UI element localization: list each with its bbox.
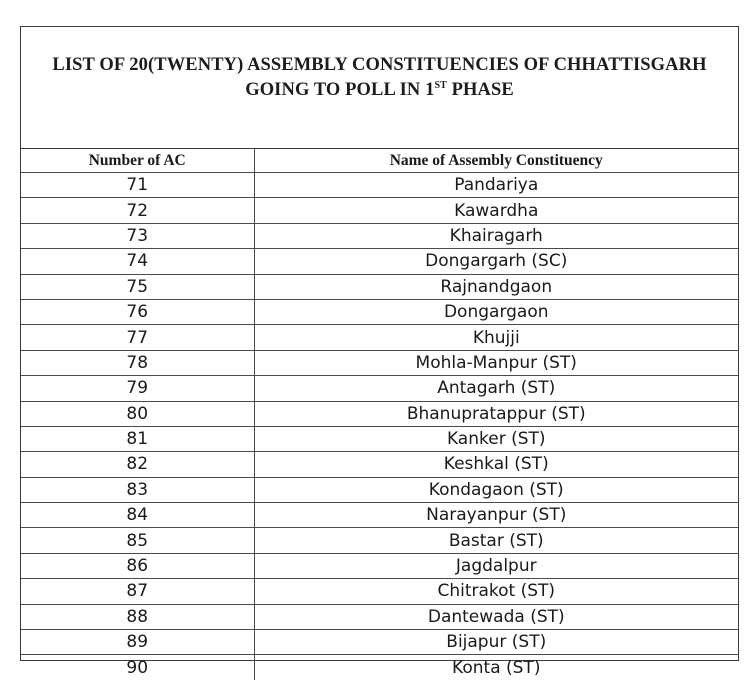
ac-number-cell: 71 [21,173,254,198]
table-row [21,350,738,375]
constituency-name-cell: Khairagarh [254,223,738,248]
ac-number-cell: 74 [21,249,254,274]
table-row [21,553,738,578]
ac-number-cell: 84 [21,503,254,528]
constituency-name-cell: Jagdalpur [254,553,738,578]
table-row [21,376,738,401]
table-row [21,655,738,680]
constituency-name-cell: Dongargaon [254,299,738,324]
ac-number-cell: 75 [21,274,254,299]
constituency-name-cell: Dantewada (ST) [254,604,738,629]
constituency-name-cell: Khujji [254,325,738,350]
ac-number-cell: 77 [21,325,254,350]
constituency-name-cell: Bastar (ST) [254,528,738,553]
ac-number-cell: 72 [21,198,254,223]
ac-number-cell: 90 [21,655,254,680]
ac-number-cell: 76 [21,299,254,324]
ac-number-cell: 81 [21,426,254,451]
ac-number-cell: 85 [21,528,254,553]
title-line-2-suffix: PHASE [446,80,514,100]
table-row [21,325,738,350]
ac-number-cell: 79 [21,376,254,401]
header-number-of-ac: Number of AC [21,149,254,173]
ac-number-cell: 87 [21,579,254,604]
ac-number-cell: 73 [21,223,254,248]
ac-number-cell: 89 [21,630,254,655]
constituency-name-cell: Chitrakot (ST) [254,579,738,604]
constituency-name-cell: Rajnandgaon [254,274,738,299]
table-row [21,604,738,629]
table-row [21,274,738,299]
ac-number-cell: 82 [21,452,254,477]
constituency-name-cell: Kanker (ST) [254,426,738,451]
title-line-2-prefix: GOING TO POLL IN 1 [245,80,435,100]
constituency-name-cell: Keshkal (ST) [254,452,738,477]
document-frame [20,26,739,678]
table-row [21,579,738,604]
constituency-name-cell: Kawardha [254,198,738,223]
ac-number-cell: 88 [21,604,254,629]
ac-number-cell: 78 [21,350,254,375]
ac-number-cell: 86 [21,553,254,578]
constituency-name-cell: Bhanupratappur (ST) [254,401,738,426]
table-row [21,223,738,248]
constituency-name-cell: Mohla-Manpur (ST) [254,350,738,375]
constituency-name-cell: Pandariya [254,173,738,198]
header-row [21,149,738,173]
table-row [21,426,738,451]
table-row [21,528,738,553]
table-row [21,299,738,324]
header-constituency-name: Name of Assembly Constituency [254,149,738,173]
title-line-2 [21,78,738,103]
constituency-name-cell: Narayanpur (ST) [254,503,738,528]
ac-number-cell: 80 [21,401,254,426]
table-body [21,173,738,680]
table-row [21,249,738,274]
table-row [21,630,738,655]
constituency-table [21,149,738,680]
title-line-1: LIST OF 20(TWENTY) ASSEMBLY CONSTITUENCIES OF CHHATTISGARH [52,55,707,75]
table-row [21,477,738,502]
table-row [21,173,738,198]
constituency-name-cell: Dongargarh (SC) [254,249,738,274]
table-row [21,198,738,223]
constituency-name-cell: Bijapur (ST) [254,630,738,655]
title-superscript: ST [434,80,447,91]
table-row [21,401,738,426]
ac-number-cell: 83 [21,477,254,502]
constituency-name-cell: Antagarh (ST) [254,376,738,401]
table-row [21,503,738,528]
table-row [21,452,738,477]
constituency-name-cell: Kondagaon (ST) [254,477,738,502]
constituency-name-cell: Konta (ST) [254,655,738,680]
title-box [21,27,738,149]
